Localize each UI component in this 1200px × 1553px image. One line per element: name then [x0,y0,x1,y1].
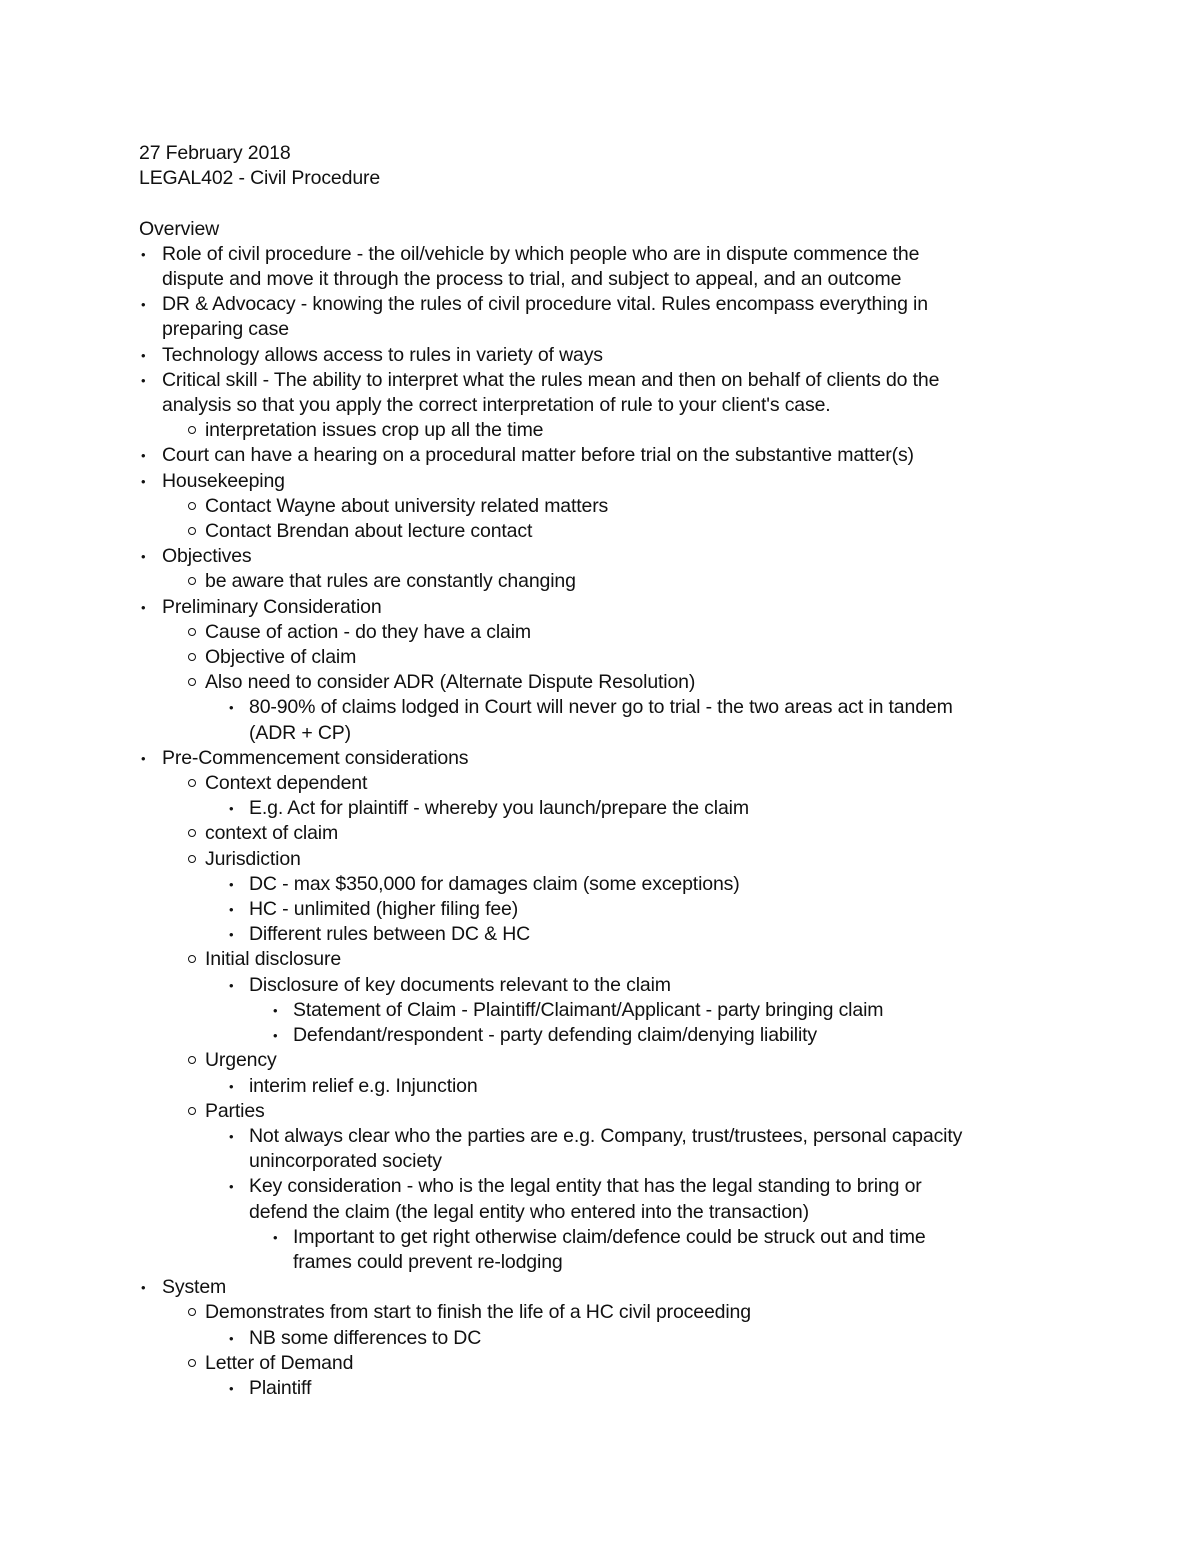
outline-item-level-4 [270,1023,1059,1048]
outline-item-level-1 [139,469,1059,545]
bullet-icon [141,595,145,620]
outline-sublist [184,494,1059,544]
outline-sublist [226,1376,1059,1401]
outline-item-level-2 [184,847,1059,948]
outline-item-level-2 [184,1351,1059,1401]
bullet-icon [229,973,233,998]
outline-item-level-3 [226,1124,1059,1174]
bullet-icon [229,1124,233,1149]
hollow-circle-bullet-icon [188,527,196,535]
outline-item-level-2 [184,1099,1059,1275]
hollow-circle-bullet-icon [188,678,196,686]
outline-item-level-4 [270,1225,1059,1275]
bullet-icon [141,443,145,468]
outline-sublist [270,1225,1059,1275]
outline-item-text: Urgency [205,1049,277,1072]
outline-item-level-2 [184,494,1059,519]
outline-item-text: Cause of action - do they have a claim [205,620,531,643]
bullet-icon [229,897,233,922]
hollow-circle-bullet-icon [188,779,196,787]
outline-item-level-2 [184,620,1059,645]
spacer [139,191,1059,216]
outline-item-level-3 [226,1174,1059,1275]
outline-item-level-1 [139,343,1059,368]
bullet-icon [141,368,145,393]
outline-sublist [184,418,1059,443]
outline-sublist [184,771,1059,1275]
outline-item-text: Contact Brendan about lecture contact [205,520,533,543]
notes-list [139,242,1059,1401]
outline-item-text: Court can have a hearing on a procedural matter before trial on the substantive matter(s) [162,444,914,467]
bullet-icon [141,292,145,317]
outline-item-text: NB some differences to DC [249,1326,482,1349]
outline-sublist [270,998,1059,1048]
outline-item-level-1 [139,242,1059,292]
outline-item-level-3 [226,1074,1059,1099]
bullet-icon [229,922,233,947]
hollow-circle-bullet-icon [188,829,196,837]
bullet-icon [141,242,145,267]
outline-item-level-2 [184,569,1059,594]
outline-item-text: System [162,1276,227,1299]
hollow-circle-bullet-icon [188,577,196,585]
outline-item-level-3 [226,796,1059,821]
hollow-circle-bullet-icon [188,955,196,963]
outline-item-text: Demonstrates from start to finish the life of a HC civil proceeding [205,1301,751,1324]
outline-item-level-1 [139,544,1059,594]
bullet-icon [141,1275,145,1300]
outline-item-level-3 [226,695,1059,745]
outline-item-text: Jurisdiction [205,847,301,870]
notes-content [139,141,1059,1401]
outline-item-text: Objectives [162,545,252,568]
bullet-icon [141,343,145,368]
outline-item-level-3 [226,973,1059,1049]
outline-item-text: Housekeeping [162,469,285,492]
outline-item-text: Role of civil procedure - the oil/vehicle by which people who are in dispute commence the dispute and move it through the process to trial, and subject to appeal, and an outcome [162,242,920,290]
bullet-icon [229,872,233,897]
outline-item-text: E.g. Act for plaintiff - whereby you launch/prepare the claim [249,797,749,820]
bullet-icon [229,1376,233,1401]
bullet-icon [141,544,145,569]
outline-item-level-1 [139,595,1059,746]
outline-item-text: context of claim [205,822,339,845]
hollow-circle-bullet-icon [188,1359,196,1367]
outline-item-level-2 [184,1048,1059,1098]
outline-sublist [184,620,1059,746]
outline-item-text: Technology allows access to rules in variety of ways [162,343,603,366]
hollow-circle-bullet-icon [188,502,196,510]
bullet-icon [273,1023,277,1048]
outline-item-text: Pre-Commencement considerations [162,746,469,769]
bullet-icon [229,695,233,720]
bullet-icon [273,1225,277,1250]
outline-item-level-2 [184,1300,1059,1350]
outline-item-level-3 [226,922,1059,947]
hollow-circle-bullet-icon [188,855,196,863]
outline-sublist [226,1074,1059,1099]
outline-sublist [184,569,1059,594]
bullet-icon [273,998,277,1023]
outline-item-level-3 [226,1326,1059,1351]
outline-item-text: DR & Advocacy - knowing the rules of civil procedure vital. Rules encompass everything in preparing case [162,293,928,341]
outline-item-text: Important to get right otherwise claim/defence could be struck out and time frames could prevent re-lodging [293,1225,926,1273]
outline-item-level-2 [184,947,1059,1048]
outline-item-level-3 [226,1376,1059,1401]
outline-item-text: Different rules between DC & HC [249,923,531,946]
outline-item-level-1 [139,746,1059,1275]
bullet-icon [229,1174,233,1199]
outline-item-level-2 [184,418,1059,443]
outline-item-text: Defendant/respondent - party defending claim/denying liability [293,1024,818,1047]
outline-sublist [226,872,1059,948]
outline-item-text: Plaintiff [249,1376,312,1399]
outline-item-text: Objective of claim [205,646,357,669]
outline-item-level-2 [184,645,1059,670]
outline-item-text: Context dependent [205,772,368,795]
outline-item-text: be aware that rules are constantly changing [205,570,576,593]
outline-sublist [226,1124,1059,1275]
outline-item-level-1 [139,368,1059,444]
outline-item-text: Key consideration - who is the legal entity that has the legal standing to bring or defend the claim (the legal entity who entered into the transaction) [249,1175,922,1223]
bullet-icon [141,746,145,771]
outline-sublist [226,973,1059,1049]
outline-item-text: Disclosure of key documents relevant to the claim [249,973,671,996]
bullet-icon [229,1074,233,1099]
section-title: Overview [139,217,220,240]
note-date: 27 February 2018 [139,142,291,164]
bullet-icon [141,469,145,494]
outline-item-text: Also need to consider ADR (Alternate Dispute Resolution) [205,671,696,694]
outline-sublist [184,1300,1059,1401]
outline-item-text: Preliminary Consideration [162,595,382,618]
hollow-circle-bullet-icon [188,426,196,434]
outline-sublist [226,796,1059,821]
hollow-circle-bullet-icon [188,1107,196,1115]
outline-item-text: Contact Wayne about university related matters [205,494,609,517]
outline-item-level-4 [270,998,1059,1023]
outline-item-level-3 [226,872,1059,897]
outline-sublist [226,695,1059,745]
outline-item-text: Parties [205,1099,265,1122]
outline-item-level-3 [226,897,1059,922]
outline-item-text: Letter of Demand [205,1351,354,1374]
outline-item-level-1 [139,443,1059,468]
outline-item-level-1 [139,1275,1059,1401]
course-title: LEGAL402 - Civil Procedure [139,167,381,190]
outline-item-text: DC - max $350,000 for damages claim (some exceptions) [249,872,740,895]
outline-item-text: Critical skill - The ability to interpret what the rules mean and then on behalf of clients do the analysis so that you apply the correct interpretation of rule to your client's case. [162,368,940,417]
outline-item-text: interim relief e.g. Injunction [249,1074,478,1097]
outline-item-text: HC - unlimited (higher filing fee) [249,898,519,921]
bullet-icon [229,796,233,821]
bullet-icon [229,1326,233,1351]
outline-item-text: Statement of Claim - Plaintiff/Claimant/Applicant - party bringing claim [293,998,884,1021]
outline-item-text: interpretation issues crop up all the time [205,419,544,442]
outline-item-level-2 [184,670,1059,746]
outline-item-level-2 [184,519,1059,544]
outline-item-level-2 [184,821,1059,846]
outline-item-level-1 [139,292,1059,342]
outline-item-text: Not always clear who the parties are e.g. Company, trust/trustees, personal capacity unincorporated society [249,1124,963,1173]
outline-item-level-2 [184,771,1059,821]
hollow-circle-bullet-icon [188,628,196,636]
outline-item-text: 80-90% of claims lodged in Court will never go to trial - the two areas act in tandem (ADR + CP) [249,696,953,744]
hollow-circle-bullet-icon [188,1308,196,1316]
hollow-circle-bullet-icon [188,1056,196,1064]
outline-sublist [226,1326,1059,1351]
hollow-circle-bullet-icon [188,653,196,661]
outline-item-text: Initial disclosure [205,948,342,971]
